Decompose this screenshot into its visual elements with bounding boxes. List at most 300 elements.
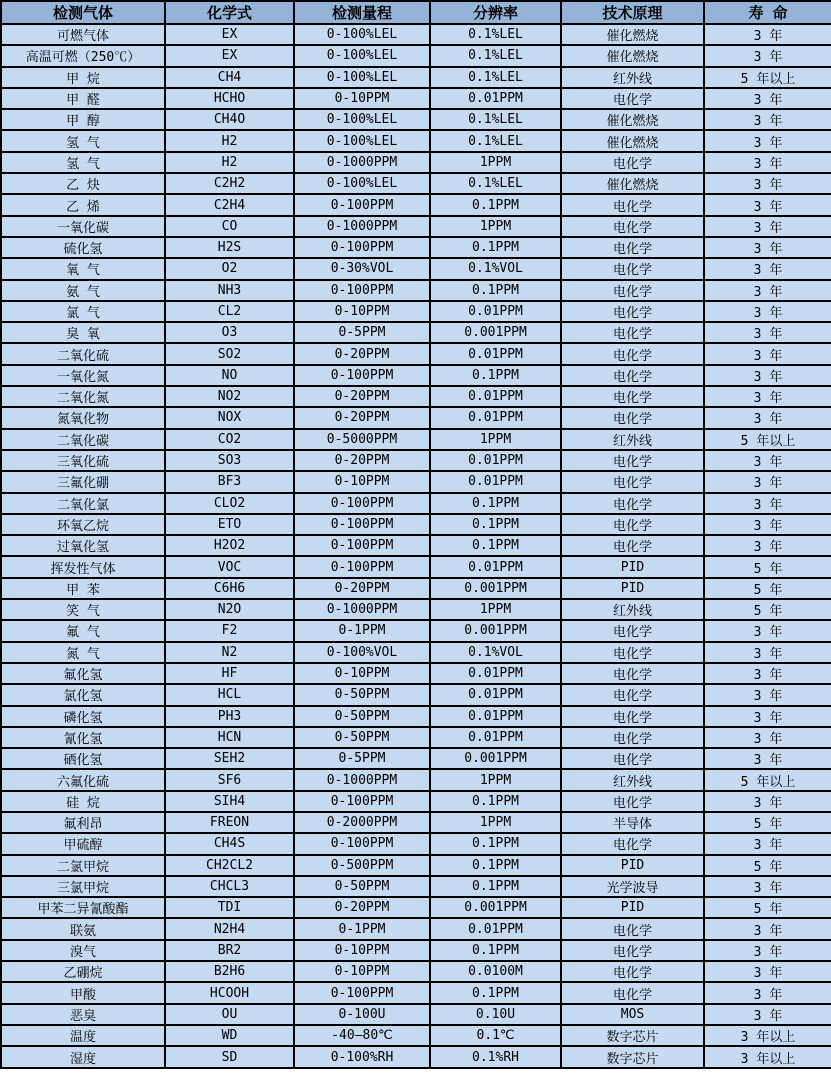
table-cell: 挥发性气体 (1, 556, 165, 577)
table-cell: 0-100%LEL (294, 173, 430, 194)
table-row (1, 88, 831, 109)
table-cell: 0-1000PPM (294, 216, 430, 237)
table-cell: 硫化氢 (1, 237, 165, 258)
table-cell: 0.1%VOL (430, 642, 561, 663)
table-cell: 0.1PPM (430, 514, 561, 535)
table-cell: HCN (165, 727, 294, 748)
table-cell: 0.01PPM (430, 663, 561, 684)
table-row (1, 684, 831, 705)
table-cell: HCHO (165, 88, 294, 109)
table-cell: 3 年 (704, 173, 831, 194)
table-cell: 3 年 (704, 876, 831, 897)
table-cell: C2H2 (165, 173, 294, 194)
table-cell: H2 (165, 130, 294, 151)
table-row (1, 961, 831, 982)
table-cell: 0-5PPM (294, 748, 430, 769)
table-cell: 二氧化氯 (1, 493, 165, 514)
table-row (1, 748, 831, 769)
table-cell: 5 年 (704, 556, 831, 577)
table-cell: SO2 (165, 343, 294, 364)
table-cell: 电化学 (561, 663, 704, 684)
column-header-1: 检测气体 (1, 1, 165, 24)
column-header-5: 技术原理 (561, 1, 704, 24)
table-cell: 电化学 (561, 280, 704, 301)
table-row (1, 45, 831, 66)
table-cell: 电化学 (561, 343, 704, 364)
table-cell: 氯化氢 (1, 684, 165, 705)
table-cell: 3 年 (704, 88, 831, 109)
table-cell: 3 年 (704, 748, 831, 769)
table-row (1, 493, 831, 514)
table-cell: 3 年 (704, 450, 831, 471)
table-row (1, 727, 831, 748)
table-cell: 电化学 (561, 386, 704, 407)
table-cell: 0-100PPM (294, 982, 430, 1003)
table-cell: 0.01PPM (430, 88, 561, 109)
table-cell: 0-1PPM (294, 620, 430, 641)
table-cell: 三氯甲烷 (1, 876, 165, 897)
table-cell: TDI (165, 897, 294, 918)
table-cell: 0-100U (294, 1004, 430, 1025)
table-cell: 甲硫醇 (1, 833, 165, 854)
table-cell: 0.001PPM (430, 897, 561, 918)
table-cell: 电化学 (561, 514, 704, 535)
table-cell: 0-100PPM (294, 556, 430, 577)
table-cell: 0.001PPM (430, 620, 561, 641)
table-row (1, 897, 831, 918)
table-cell: 电化学 (561, 642, 704, 663)
table-cell: BR2 (165, 940, 294, 961)
table-cell: N2 (165, 642, 294, 663)
table-cell: 0.1PPM (430, 876, 561, 897)
table-cell: BF3 (165, 471, 294, 492)
table-cell: 氧 气 (1, 258, 165, 279)
table-cell: 3 年以上 (704, 1046, 831, 1068)
table-cell: 0.1PPM (430, 833, 561, 854)
table-row (1, 791, 831, 812)
table-cell: 氟化氢 (1, 663, 165, 684)
table-cell: 0.0100M (430, 961, 561, 982)
table-cell: 电化学 (561, 471, 704, 492)
table-cell: 0.01PPM (430, 301, 561, 322)
table-cell: 0-5000PPM (294, 429, 430, 450)
table-cell: 0-2000PPM (294, 812, 430, 833)
table-cell: 3 年 (704, 407, 831, 428)
table-cell: 电化学 (561, 982, 704, 1003)
table-cell: 1PPM (430, 429, 561, 450)
table-row (1, 1004, 831, 1025)
table-cell: 3 年 (704, 237, 831, 258)
table-cell: 温度 (1, 1025, 165, 1046)
table-cell: 氨 气 (1, 280, 165, 301)
table-row (1, 258, 831, 279)
table-row (1, 130, 831, 151)
table-cell: 0.1%LEL (430, 109, 561, 130)
table-cell: ETO (165, 514, 294, 535)
table-cell: 一氧化氮 (1, 365, 165, 386)
table-cell: 3 年 (704, 833, 831, 854)
table-cell: 3 年 (704, 152, 831, 173)
table-cell: 0.01PPM (430, 684, 561, 705)
table-row (1, 471, 831, 492)
table-cell: 氟利昂 (1, 812, 165, 833)
table-cell: 可燃气体 (1, 24, 165, 45)
table-cell: 3 年 (704, 130, 831, 151)
table-cell: 磷化氢 (1, 706, 165, 727)
table-cell: 3 年 (704, 45, 831, 66)
table-cell: 0.1PPM (430, 194, 561, 215)
table-cell: 3 年 (704, 663, 831, 684)
table-cell: 催化燃烧 (561, 24, 704, 45)
table-cell: 3 年 (704, 194, 831, 215)
table-row (1, 67, 831, 88)
table-cell: HF (165, 663, 294, 684)
table-cell: 氰化氢 (1, 727, 165, 748)
table-cell: 数字芯片 (561, 1025, 704, 1046)
table-cell: 0-50PPM (294, 684, 430, 705)
table-cell: 催化燃烧 (561, 45, 704, 66)
table-cell: 0-100%LEL (294, 109, 430, 130)
table-cell: 0.1PPM (430, 791, 561, 812)
table-cell: 红外线 (561, 769, 704, 790)
table-cell: 0.01PPM (430, 918, 561, 939)
table-cell: 3 年 (704, 918, 831, 939)
table-row (1, 109, 831, 130)
table-cell: 电化学 (561, 365, 704, 386)
table-cell: 湿度 (1, 1046, 165, 1068)
table-cell: 电化学 (561, 535, 704, 556)
table-row (1, 578, 831, 599)
table-cell: 5 年以上 (704, 769, 831, 790)
table-cell: 催化燃烧 (561, 173, 704, 194)
table-cell: PID (561, 556, 704, 577)
table-cell: 乙 炔 (1, 173, 165, 194)
table-cell: 0-10PPM (294, 88, 430, 109)
table-cell: 甲苯二异氰酸酯 (1, 897, 165, 918)
table-cell: 甲 醇 (1, 109, 165, 130)
table-row (1, 237, 831, 258)
table-cell: 0.1%LEL (430, 173, 561, 194)
table-cell: NH3 (165, 280, 294, 301)
table-cell: 0-20PPM (294, 386, 430, 407)
table-cell: 0-20PPM (294, 407, 430, 428)
table-row (1, 450, 831, 471)
table-cell: 0-100%LEL (294, 24, 430, 45)
table-row (1, 152, 831, 173)
table-cell: 臭 氧 (1, 322, 165, 343)
table-cell: 3 年 (704, 706, 831, 727)
table-cell: 0.1%RH (430, 1046, 561, 1068)
table-cell: 甲酸 (1, 982, 165, 1003)
table-cell: 二氧化碳 (1, 429, 165, 450)
table-cell: 1PPM (430, 152, 561, 173)
table-cell: 恶臭 (1, 1004, 165, 1025)
table-cell: O2 (165, 258, 294, 279)
table-cell: 红外线 (561, 67, 704, 88)
table-row (1, 194, 831, 215)
table-cell: 0.1%VOL (430, 258, 561, 279)
table-cell: 电化学 (561, 706, 704, 727)
table-cell: 甲 醛 (1, 88, 165, 109)
table-cell: SO3 (165, 450, 294, 471)
table-cell: 1PPM (430, 599, 561, 620)
table-cell: 3 年 (704, 365, 831, 386)
table-cell: CL2 (165, 301, 294, 322)
table-row (1, 982, 831, 1003)
table-row (1, 429, 831, 450)
table-cell: 0-100%RH (294, 1046, 430, 1068)
table-cell: 3 年 (704, 514, 831, 535)
table-cell: 0-20PPM (294, 578, 430, 599)
table-cell: 三氟化硼 (1, 471, 165, 492)
table-cell: PID (561, 578, 704, 599)
table-row (1, 216, 831, 237)
table-cell: PID (561, 855, 704, 876)
table-cell: 0-20PPM (294, 897, 430, 918)
table-cell: 电化学 (561, 493, 704, 514)
table-cell: 5 年 (704, 812, 831, 833)
table-cell: 0.1%LEL (430, 67, 561, 88)
table-cell: 硅 烷 (1, 791, 165, 812)
table-cell: 1PPM (430, 769, 561, 790)
table-cell: -40—80℃ (294, 1025, 430, 1046)
table-cell: 3 年 (704, 961, 831, 982)
table-cell: 氮氧化物 (1, 407, 165, 428)
table-cell: 0.01PPM (430, 386, 561, 407)
table-row (1, 514, 831, 535)
table-cell: 3 年 (704, 727, 831, 748)
table-cell: 数字芯片 (561, 1046, 704, 1068)
table-cell: CH2CL2 (165, 855, 294, 876)
table-row (1, 833, 831, 854)
table-cell: 电化学 (561, 450, 704, 471)
table-cell: 0-1000PPM (294, 152, 430, 173)
table-cell: 0.01PPM (430, 343, 561, 364)
table-cell: 0.1%LEL (430, 24, 561, 45)
table-cell: 0-100%LEL (294, 130, 430, 151)
table-cell: 0.01PPM (430, 706, 561, 727)
table-cell: 0-100%LEL (294, 45, 430, 66)
table-cell: O3 (165, 322, 294, 343)
table-row (1, 173, 831, 194)
table-cell: 催化燃烧 (561, 130, 704, 151)
table-cell: 0.1PPM (430, 535, 561, 556)
table-cell: 0-100PPM (294, 237, 430, 258)
table-row (1, 301, 831, 322)
table-cell: 5 年 (704, 897, 831, 918)
table-cell: 氯 气 (1, 301, 165, 322)
table-cell: 3 年以上 (704, 1025, 831, 1046)
table-row (1, 663, 831, 684)
table-cell: 0-1000PPM (294, 599, 430, 620)
table-cell: 0-100PPM (294, 280, 430, 301)
table-cell: 0-500PPM (294, 855, 430, 876)
table-row (1, 1046, 831, 1068)
table-cell: 0.1℃ (430, 1025, 561, 1046)
table-cell: 0-10PPM (294, 663, 430, 684)
table-cell: 0.1PPM (430, 493, 561, 514)
table-cell: SEH2 (165, 748, 294, 769)
table-cell: 3 年 (704, 642, 831, 663)
table-cell: 0.001PPM (430, 322, 561, 343)
table-cell: 电化学 (561, 961, 704, 982)
table-cell: 3 年 (704, 684, 831, 705)
table-cell: SIH4 (165, 791, 294, 812)
table-row (1, 322, 831, 343)
table-cell: 0-100PPM (294, 194, 430, 215)
header-row (1, 1, 831, 24)
table-cell: 3 年 (704, 982, 831, 1003)
table-cell: 0-100PPM (294, 493, 430, 514)
table-cell: 0-100%LEL (294, 67, 430, 88)
table-cell: 0-30%VOL (294, 258, 430, 279)
table-row (1, 876, 831, 897)
table-cell: 0.001PPM (430, 578, 561, 599)
table-body (1, 24, 831, 1068)
table-cell: 过氧化氢 (1, 535, 165, 556)
table-cell: 三氧化硫 (1, 450, 165, 471)
table-row (1, 556, 831, 577)
table-cell: 0-100PPM (294, 791, 430, 812)
table-row (1, 343, 831, 364)
table-cell: 0.01PPM (430, 407, 561, 428)
table-cell: 电化学 (561, 748, 704, 769)
table-cell: 0.1PPM (430, 365, 561, 386)
table-cell: CO (165, 216, 294, 237)
table-cell: 0.1PPM (430, 280, 561, 301)
table-cell: 3 年 (704, 493, 831, 514)
table-cell: 氢 气 (1, 130, 165, 151)
table-cell: 电化学 (561, 684, 704, 705)
table-cell: 0.1%LEL (430, 130, 561, 151)
table-header (1, 1, 831, 24)
table-cell: 3 年 (704, 535, 831, 556)
table-cell: CHCL3 (165, 876, 294, 897)
table-cell: FREON (165, 812, 294, 833)
table-cell: 1PPM (430, 216, 561, 237)
table-cell: C2H4 (165, 194, 294, 215)
table-cell: 0-5PPM (294, 322, 430, 343)
table-cell: 0-100PPM (294, 833, 430, 854)
table-cell: 光学波导 (561, 876, 704, 897)
table-cell: 0-100%VOL (294, 642, 430, 663)
table-cell: F2 (165, 620, 294, 641)
table-cell: 电化学 (561, 833, 704, 854)
table-cell: N2H4 (165, 918, 294, 939)
table-cell: 电化学 (561, 918, 704, 939)
table-cell: 3 年 (704, 471, 831, 492)
table-cell: 0-10PPM (294, 471, 430, 492)
table-cell: 电化学 (561, 727, 704, 748)
table-cell: 1PPM (430, 812, 561, 833)
table-cell: 3 年 (704, 386, 831, 407)
table-cell: CLO2 (165, 493, 294, 514)
table-cell: 联氨 (1, 918, 165, 939)
table-row (1, 706, 831, 727)
table-cell: EX (165, 45, 294, 66)
table-cell: NO2 (165, 386, 294, 407)
table-cell: 笑 气 (1, 599, 165, 620)
table-cell: 3 年 (704, 791, 831, 812)
table-cell: 3 年 (704, 940, 831, 961)
column-header-6: 寿 命 (704, 1, 831, 24)
table-cell: 甲 苯 (1, 578, 165, 599)
table-cell: 3 年 (704, 620, 831, 641)
table-cell: 电化学 (561, 620, 704, 641)
table-row (1, 642, 831, 663)
table-cell: 3 年 (704, 24, 831, 45)
table-cell: 0.1%LEL (430, 45, 561, 66)
table-cell: PH3 (165, 706, 294, 727)
table-cell: 0-10PPM (294, 301, 430, 322)
table-cell: CH4S (165, 833, 294, 854)
table-cell: 0-100PPM (294, 365, 430, 386)
table-cell: 0.10U (430, 1004, 561, 1025)
table-cell: 红外线 (561, 599, 704, 620)
table-cell: 0.1PPM (430, 982, 561, 1003)
table-cell: 0-50PPM (294, 876, 430, 897)
table-row (1, 1025, 831, 1046)
table-cell: SD (165, 1046, 294, 1068)
table-cell: WD (165, 1025, 294, 1046)
table-cell: 电化学 (561, 258, 704, 279)
table-cell: HCOOH (165, 982, 294, 1003)
table-cell: 二氧化氮 (1, 386, 165, 407)
table-cell: HCL (165, 684, 294, 705)
table-cell: N2O (165, 599, 294, 620)
table-cell: 0-100PPM (294, 535, 430, 556)
table-cell: 0-1000PPM (294, 769, 430, 790)
table-cell: 催化燃烧 (561, 109, 704, 130)
table-cell: 0-100PPM (294, 514, 430, 535)
table-cell: 0.1PPM (430, 855, 561, 876)
table-row (1, 386, 831, 407)
table-cell: 二氯甲烷 (1, 855, 165, 876)
table-row (1, 855, 831, 876)
table-cell: 0.01PPM (430, 450, 561, 471)
table-cell: 0.01PPM (430, 471, 561, 492)
table-cell: 电化学 (561, 322, 704, 343)
table-cell: C6H6 (165, 578, 294, 599)
table-cell: 电化学 (561, 194, 704, 215)
table-cell: 乙 烯 (1, 194, 165, 215)
table-cell: SF6 (165, 769, 294, 790)
table-cell: NOX (165, 407, 294, 428)
table-cell: MOS (561, 1004, 704, 1025)
table-cell: 0.01PPM (430, 727, 561, 748)
table-cell: 电化学 (561, 940, 704, 961)
table-cell: 电化学 (561, 407, 704, 428)
table-cell: 红外线 (561, 429, 704, 450)
table-row (1, 620, 831, 641)
table-cell: 溴气 (1, 940, 165, 961)
table-cell: 0.001PPM (430, 748, 561, 769)
table-cell: H2 (165, 152, 294, 173)
table-row (1, 407, 831, 428)
table-row (1, 918, 831, 939)
table-cell: 环氧乙烷 (1, 514, 165, 535)
table-cell: 3 年 (704, 216, 831, 237)
table-cell: 电化学 (561, 301, 704, 322)
table-cell: 硒化氢 (1, 748, 165, 769)
table-cell: 电化学 (561, 152, 704, 173)
table-cell: H2S (165, 237, 294, 258)
table-cell: B2H6 (165, 961, 294, 982)
table-cell: 0-20PPM (294, 343, 430, 364)
table-cell: 3 年 (704, 280, 831, 301)
column-header-2: 化学式 (165, 1, 294, 24)
table-cell: CH4 (165, 67, 294, 88)
